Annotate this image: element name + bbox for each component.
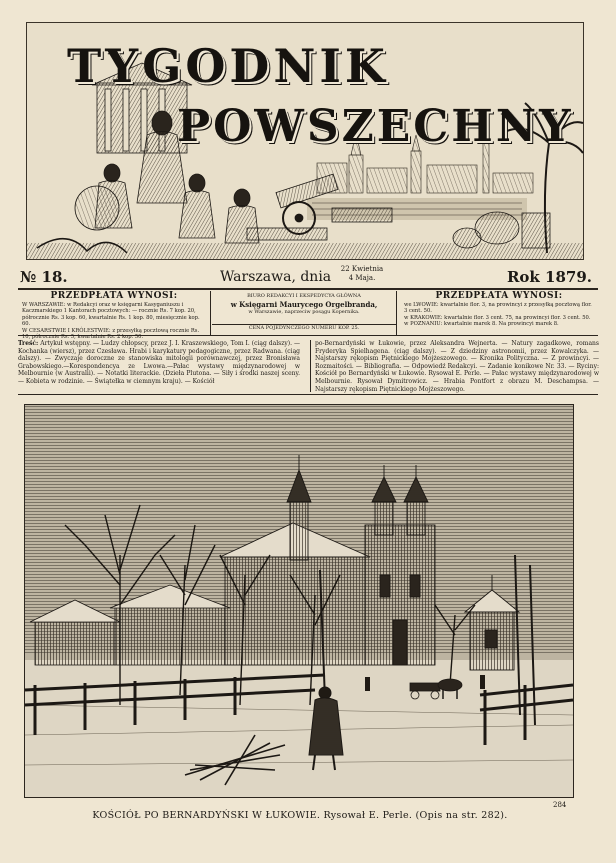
subscription-left-heading: PRZEDPŁATA WYNOSI: [50,291,178,301]
subscription-right-heading: PRZEDPŁATA WYNOSI: [435,291,563,301]
dateline [18,266,598,290]
bookshop-address: w Warszawie, naprzeciw posągu Kopernika. [248,309,360,316]
issue-number: № 18. [20,268,68,286]
masthead-title-line2: POWSZECHNY [177,101,574,152]
single-issue-price: CENA POJEDYNCZEGO NUMERU KOP. 25. [212,324,396,331]
subscription-left [18,291,211,341]
illustration-caption: KOŚCIÓŁ PO BERNARDYŃSKI W ŁUKOWIE. Rysował E. Perle. (Opis na str. 282). [92,810,508,821]
masthead-title-line1: TYGODNIK [67,39,389,93]
church-engraving [25,405,573,797]
subscription-right-line: w KRAKOWIE: kwartalnie flor. 3 cent. 75, na prowincyi flor. 3 cent. 50. [404,314,591,321]
office-label: BIURO REDAKCYI I EKSPEDYCYA GŁÓWNA [247,293,361,299]
date-new-style: 4 Maja. [348,274,376,282]
issue-year: Rok 1879. [506,268,592,286]
subscription-right [400,291,598,335]
place-label: Warszawa, dnia [220,269,332,285]
masthead [26,22,584,260]
date-old-style: 22 Kwietnia [340,265,384,273]
subscription-middle [212,291,397,335]
subscription-left-line: W WARSZAWIE: w Redakcyi oraz w księgarni Kasyganiuszu i Kaczmarskiego 1 Kantorach pocztowych: — rocznie Rs. 7 kop. 20, półrocznie Rs. 3 kop. 60, kwartalnie Rs. 1 kop. 80, miesięcznie kop. 60. [22,302,200,328]
engraving-church-lukow [24,404,574,798]
page-number: 284 [553,801,567,809]
contents-column-2 [310,340,599,392]
bookshop-name: w Księgarni Maurycego Orgelbranda, [230,300,378,310]
contents-column-1 [18,340,300,392]
subscription-left-line: W CESARSTWIE I KRÓLESTWIE: z przesyłką pocztową rocznie Rs. 10, półrocznie Rs. 5, kwartalnie Rs. 2 kop. 50. [22,327,200,341]
contents-label: Treść: [18,340,39,347]
table-of-contents [18,338,598,395]
subscription-right-line: we LWOWIE: kwartalnie flor. 3, na prowincyi z przesyłką pocztową flor. 3 cent. 50. [404,302,592,315]
contents-text-1: Artykuł wstępny. — Ludzy chłopscy, przez J. I. Kraszewskiego, Tom I. (ciąg dalszy). — Kochanka (wiersz), przez Czesława. Hrabi i karykatury pedagogiczne, przez Radwana. (ciąg dalszy). — Zwyczaje doroczne ze stanowiska mitologii porównawczej, przez Bronisława Grabowskiego.—Korespondencya ze Lwowa.—Pałac wystawy międzynarodowej w Melbournie (w Australii). — Notatki literackie. (Dzieła Plutona. — Siły i środki naszej sceny. — Kobieta w rodzinie. — Świątełka w ciemnym kraju). — Kościół [18,340,300,385]
subscription-right-line: w POZNANIU: kwartalnie marek 8. Na prowincyi marek 8. [404,321,559,328]
contents-text-2: po-Bernardyński w Łukowie, przez Aleksandra Wejnerta. — Natury zagadkowe, romans Fryderyka Spielhagena. (ciąg dalszy). — Z dziedziny astronomii, przez Kowalczyka. — Najstarszy rękopism Piętnickiego Mojżeszowego. — Kronika Polityczna. — Z prowincyi. — Rozmaitości. — Bibliografia. — Odpowiedź Redakcyi. — Zadanie konikowe Nr. 33. — Ryciny: Kościół po Bernardyński w Łukowie. Rysował E. Perle. — Pałac wystawy międzynarodowej w Melbournie. Rysował Dymitrowicz. — Hrabia Pontfort z obrazu M. Deschampsa. — Najstarszy rękopism Piętnickiego Mojżeszowego. [315,340,599,393]
subscription-panel [18,291,598,341]
issue-dates [336,265,388,283]
